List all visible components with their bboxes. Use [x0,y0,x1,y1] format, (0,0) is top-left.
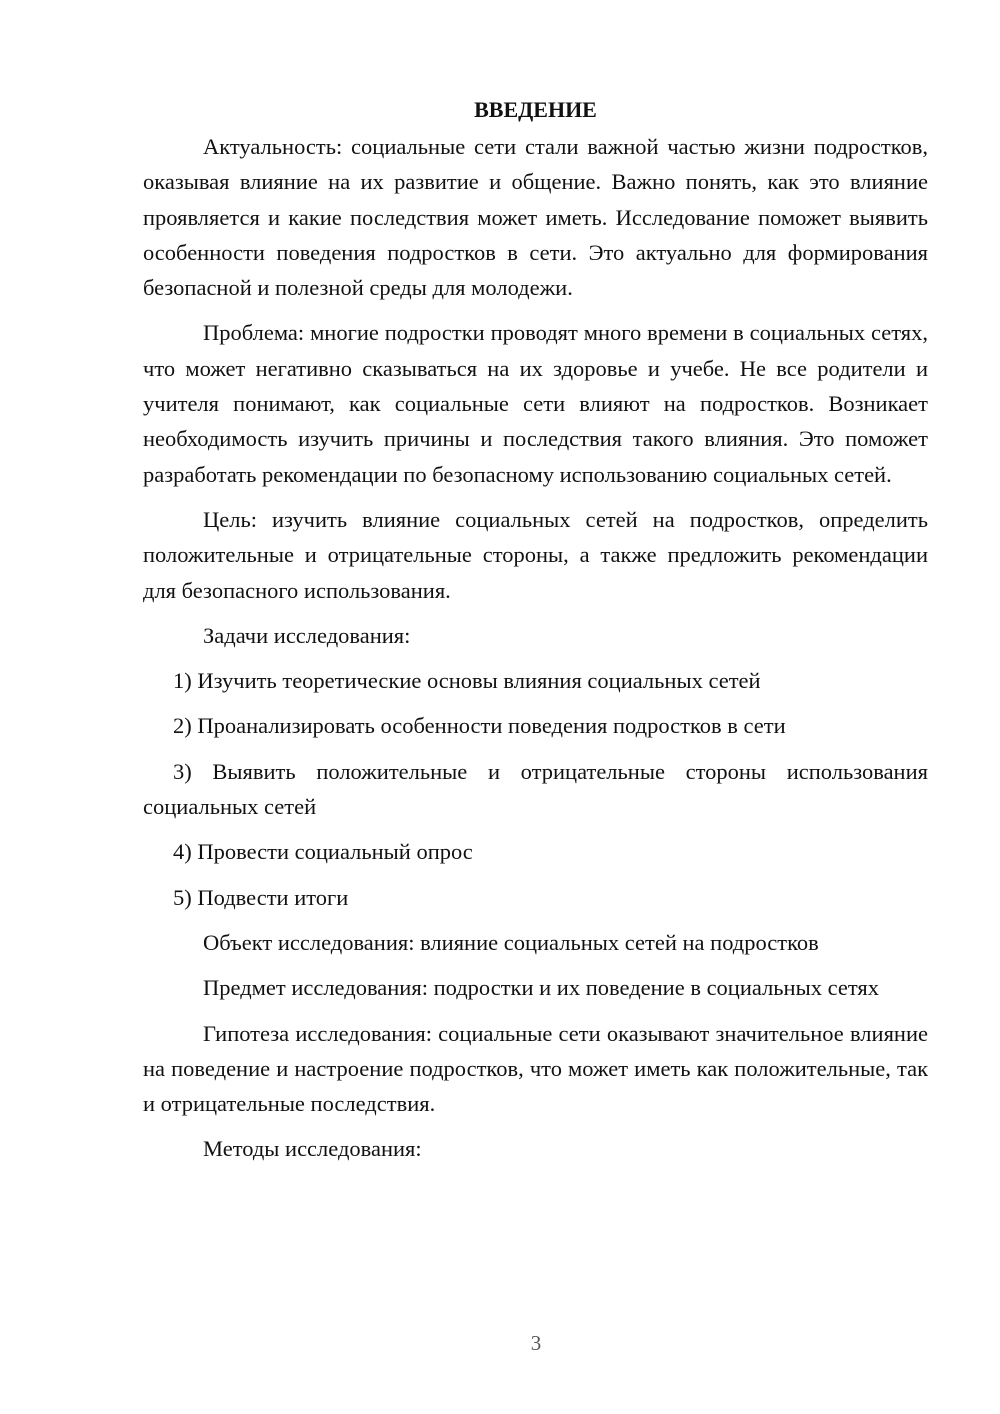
relevance-paragraph: Актуальность: социальные сети стали важной частью жизни подростков, оказывая влияние на их развитие и общение. Важно понять, как это влияние проявляется и какие последствия может иметь. Исследование поможет выявить особенности поведения подростков в сети. Это актуально для формирования безопасной и полезной среды для молодежи. [143,134,928,301]
page-number: 3 [530,1331,542,1355]
problem-paragraph: Проблема: многие подростки проводят много времени в социальных сетях, что может негативно сказываться на их здоровье и учебе. Не все родители и учителя понимают, как социальные сети влияют на подростков. Возникает необходимость изучить причины и последствия такого влияния. Это поможет разработать рекомендации по безопасному использованию социальных сетей. [143,320,928,487]
methods-heading: Методы исследования: [203,1136,422,1162]
page-content [143,92,928,1177]
section-title: ВВЕДЕНИЕ [474,97,597,122]
goal-paragraph: Цель: изучить влияние социальных сетей на подростков, определить положительные и отрицательные стороны, а также предложить рекомендации для безопасного использования. [143,506,928,603]
research-subject: Предмет исследования: подростки и их поведение в социальных сетях [203,975,879,1001]
research-object: Объект исследования: влияние социальных сетей на подростков [203,929,819,955]
task-item-2: 2) Проанализировать особенности поведения подростков в сети [173,713,786,739]
task-item-4: 4) Провести социальный опрос [173,839,473,865]
task-item-5: 5) Подвести итоги [173,884,349,910]
tasks-heading: Задачи исследования: [203,622,411,648]
task-item-3: 3) Выявить положительные и отрицательные стороны использования социальных сетей [143,758,928,820]
research-hypothesis: Гипотеза исследования: социальные сети оказывают значительное влияние на поведение и настроение подростков, что может иметь как положительные, так и отрицательные последствия. [143,1020,928,1117]
task-item-1: 1) Изучить теоретические основы влияния социальных сетей [173,668,761,694]
